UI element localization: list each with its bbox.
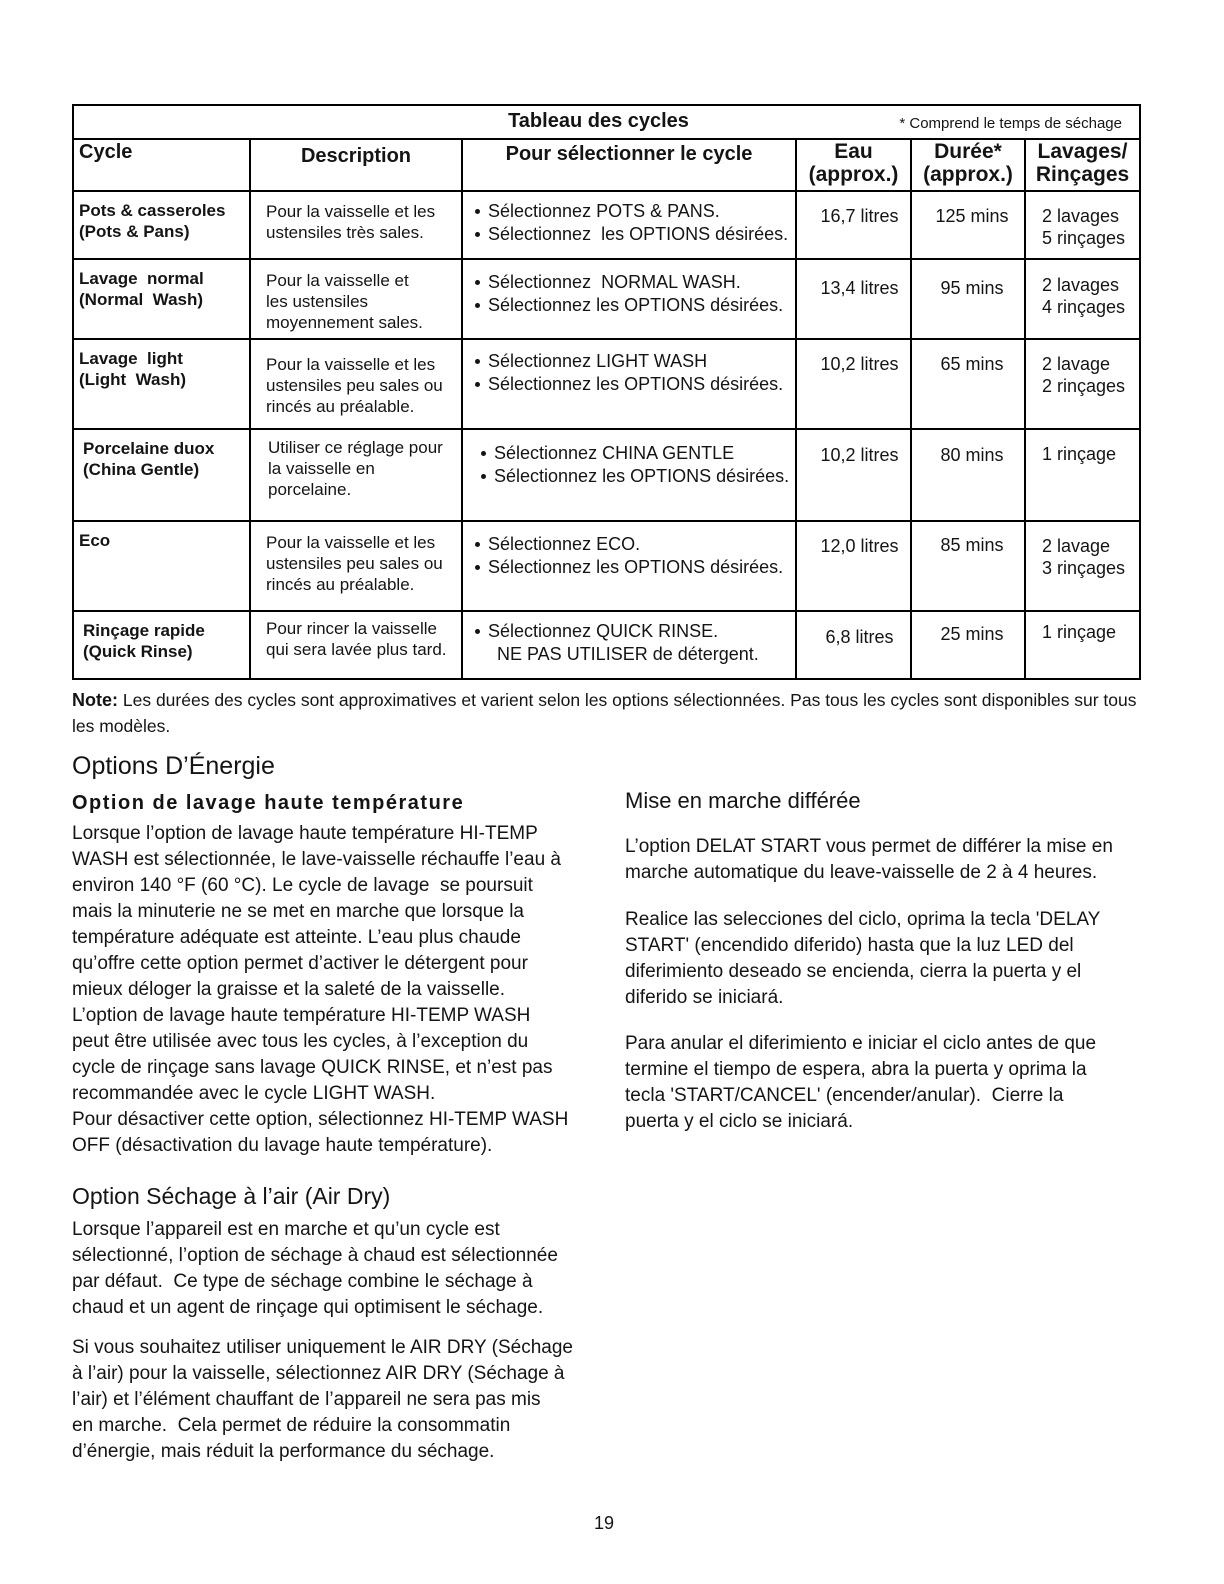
cycle-name-cell: Lavage light (Light Wash) [74, 340, 251, 430]
delay-start-paragraph: Para anular el diferimiento e iniciar el ciclo antes de que termine el tiempo de espera, abra la puerta y oprima la tecla 'START/CANCEL' (encender/anular). Cierre la puerta y el ciclo se iniciará. [625, 1033, 1097, 1132]
cycle-description-cell: Pour la vaisselle et les ustensiles peu sales ou rincés au préalable. [251, 522, 463, 612]
bullet-icon [475, 542, 480, 547]
cycle-selection-cell [463, 522, 797, 612]
cycle-description-cell: Pour rincer la vaisselle qui sera lavée plus tard. [251, 612, 463, 680]
bullet-icon [481, 451, 486, 456]
cycle-name-cell: Eco [74, 522, 251, 612]
header-description: Description [251, 140, 463, 192]
delay-start-heading: Mise en marche différée [625, 788, 861, 813]
table-title-row [74, 106, 1141, 140]
duration-cell: 125 mins [912, 192, 1026, 260]
detergent-warning: NE PAS UTILISER de détergent. [497, 644, 759, 664]
duration-cell: 25 mins [912, 612, 1026, 680]
selection-step [463, 556, 795, 579]
water-cell: 6,8 litres [797, 612, 912, 680]
water-cell: 10,2 litres [797, 430, 912, 522]
cycle-selection-cell [463, 430, 797, 522]
selection-step-text: Sélectionnez les OPTIONS désirées. [488, 224, 789, 244]
cycle-description-cell: Pour la vaisselle et les ustensiles moyennement sales. [251, 260, 463, 340]
bullet-icon [475, 565, 480, 570]
air-dry-paragraph: Si vous souhaitez utiliser uniquement le AIR DRY (Séchage à l’air) pour la vaisselle, sélectionnez AIR DRY (Séchage à l’air) et l’élément chauffant de l’appareil ne sera pas mis en marche. Cela permet de réduire la consommatin d’énergie, mais réduit la performance du séchage. [72, 1337, 573, 1462]
page-number: 19 [593, 1513, 615, 1533]
washes-rinses-cell: 1 rinçage [1026, 430, 1141, 522]
selection-step-text: Sélectionnez CHINA GENTLE [494, 443, 735, 463]
water-cell: 13,4 litres [797, 260, 912, 340]
selection-step [463, 620, 795, 643]
selection-step-text: Sélectionnez NORMAL WASH. [488, 272, 741, 292]
washes-rinses-cell: 2 lavage 3 rinçages [1026, 522, 1141, 612]
selection-step [463, 373, 795, 396]
table-title: Tableau des cycles [508, 110, 689, 132]
cycle-name-cell: Lavage normal (Normal Wash) [74, 260, 251, 340]
energy-options-title: Options D’Énergie [72, 752, 275, 780]
note-label: Note: [72, 690, 118, 710]
cycle-selection-cell [463, 192, 797, 260]
cycle-selection-cell [463, 260, 797, 340]
bullet-icon [475, 232, 480, 237]
selection-step [469, 442, 795, 465]
header-cycle: Cycle [74, 140, 251, 192]
duration-cell: 95 mins [912, 260, 1026, 340]
selection-step [463, 533, 795, 556]
selection-step [463, 200, 795, 223]
cycle-time-note [72, 687, 1141, 739]
cycle-name-cell: Pots & casseroles (Pots & Pans) [74, 192, 251, 260]
selection-step-text: Sélectionnez POTS & PANS. [488, 201, 720, 221]
selection-step [463, 223, 795, 246]
hi-temp-paragraph: Lorsque l’option de lavage haute température HI-TEMP WASH est sélectionnée, le lave-vaisselle réchauffe l’eau à environ 140 °F (60 °C). Le cycle de lavage se poursuit mais la minuterie ne se met en marche que lorsque la température adéquate est atteinte. L’eau plus chaude qu’offre cette option permet d’activer le détergent pour mieux déloger la graisse et la saleté de la vaisselle. L’option de lavage haute température HI-TEMP WASH peut être utilisée avec tous les cycles, à l’exception du cycle de rinçage sans lavage QUICK RINSE, et n’est pas recommandée avec le cycle LIGHT WASH. Pour désactiver cette option, sélectionnez HI-TEMP WASH OFF (désactivation du lavage haute température). [72, 823, 569, 1156]
selection-step-text: Sélectionnez QUICK RINSE. [488, 621, 719, 641]
selection-step [463, 271, 795, 294]
delay-start-paragraph: Realice las selecciones del ciclo, oprima la tecla 'DELAY START' (encendido diferido) hasta que la luz LED del diferimiento deseado se encienda, cierra la puerta y el diferido se iniciará. [625, 909, 1101, 1008]
cycle-name-cell: Rinçage rapide (Quick Rinse) [74, 612, 251, 680]
delay-start-paragraph: L’option DELAT START vous permet de différer la mise en marche automatique du leave-vaisselle de 2 à 4 heures. [625, 836, 1113, 883]
duration-cell: 80 mins [912, 430, 1026, 522]
washes-rinses-cell: 2 lavages 5 rinçages [1026, 192, 1141, 260]
bullet-icon [475, 629, 480, 634]
cycle-description-cell: Pour la vaisselle et les ustensiles peu sales ou rincés au préalable. [251, 340, 463, 430]
selection-step-text: Sélectionnez LIGHT WASH [488, 351, 708, 371]
washes-rinses-cell: 2 lavage 2 rinçages [1026, 340, 1141, 430]
selection-step-text: Sélectionnez ECO. [488, 534, 641, 554]
cycle-selection-cell [463, 340, 797, 430]
selection-step-text: Sélectionnez les OPTIONS désirées. [488, 295, 784, 315]
air-dry-heading: Option Séchage à l’air (Air Dry) [72, 1183, 391, 1209]
hi-temp-heading: Option de lavage haute température [72, 792, 465, 814]
table-footnote: * Comprend le temps de séchage [899, 115, 1122, 132]
cycle-selection-cell [463, 612, 797, 680]
washes-rinses-cell: 1 rinçage [1026, 612, 1141, 680]
water-cell: 16,7 litres [797, 192, 912, 260]
bullet-icon [475, 382, 480, 387]
selection-step-text: Sélectionnez les OPTIONS désirées. [494, 466, 790, 486]
water-cell: 12,0 litres [797, 522, 912, 612]
header-water: Eau (approx.) [797, 140, 912, 192]
cycle-description-cell: Utiliser ce réglage pour la vaisselle en porcelaine. [251, 430, 463, 522]
duration-cell: 85 mins [912, 522, 1026, 612]
duration-cell: 65 mins [912, 340, 1026, 430]
header-select-cycle: Pour sélectionner le cycle [463, 140, 797, 192]
selection-step-text: Sélectionnez les OPTIONS désirées. [488, 557, 784, 577]
header-duration: Durée* (approx.) [912, 140, 1026, 192]
selection-step [469, 465, 795, 488]
air-dry-paragraph: Lorsque l’appareil est en marche et qu’un cycle est sélectionné, l’option de séchage à chaud est sélectionnée par défaut. Ce type de séchage combine le séchage à chaud et un agent de rinçage qui optimisent le séchage. [72, 1219, 558, 1318]
cycle-name-cell: Porcelaine duox (China Gentle) [74, 430, 251, 522]
cycle-description-cell: Pour la vaisselle et les ustensiles très sales. [251, 192, 463, 260]
note-text: Les durées des cycles sont approximatives et varient selon les options sélectionnées. Pas tous les cycles sont disponibles sur tous les modèles. [72, 690, 1137, 736]
selection-step [463, 294, 795, 317]
bullet-icon [475, 209, 480, 214]
header-washes-rinses: Lavages/ Rinçages [1026, 140, 1141, 192]
bullet-icon [475, 280, 480, 285]
bullet-icon [475, 359, 480, 364]
selection-step-text: Sélectionnez les OPTIONS désirées. [488, 374, 784, 394]
cycle-table [72, 104, 1141, 680]
water-cell: 10,2 litres [797, 340, 912, 430]
washes-rinses-cell: 2 lavages 4 rinçages [1026, 260, 1141, 340]
bullet-icon [475, 303, 480, 308]
bullet-icon [481, 474, 486, 479]
selection-step [463, 350, 795, 373]
